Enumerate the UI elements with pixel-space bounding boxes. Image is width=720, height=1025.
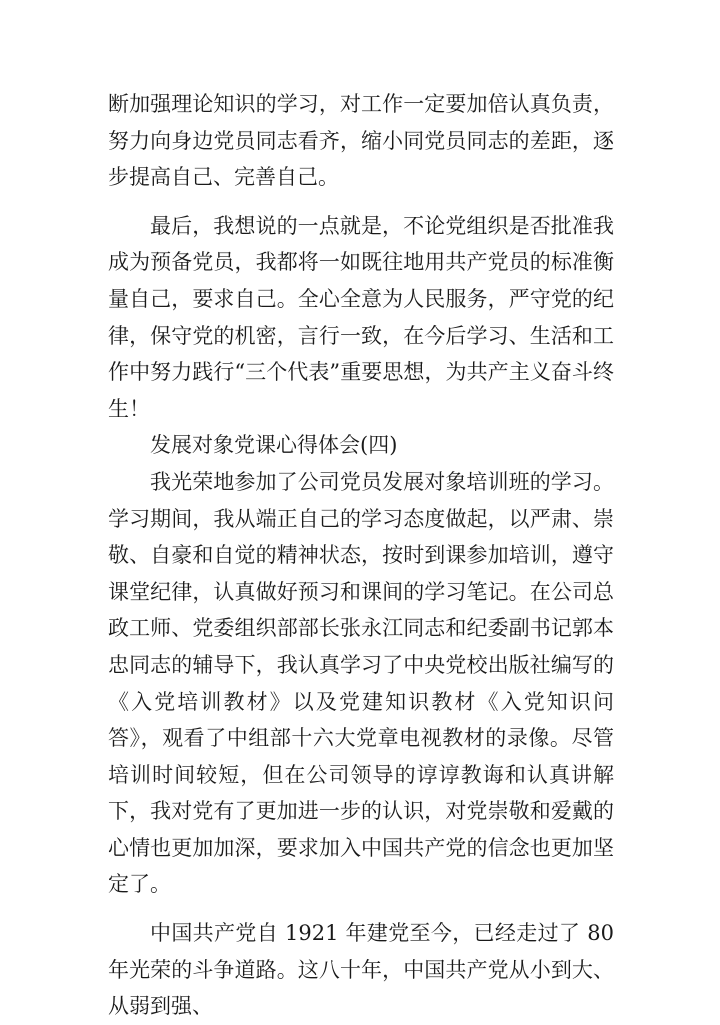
document-body [108,86,614,1025]
paragraph-training: 我光荣地参加了公司党员发展对象培训班的学习。学习期间，我从端正自己的学习态度做起，以严肃、崇敬、自豪和自觉的精神状态，按时到课参加培训，遵守课堂纪律，认真做好预习和课间的学习笔记。在公司总政工师、党委组织部部长张永江同志和纪委副书记郭本忠同志的辅导下，我认真学习了中央党校出版社编写的《入党培训教材》以及党建知识教材《入党知识问答》，观看了中组部十六大党章电视教材的录像。尽管培训时间较短，但在公司领导的谆谆教诲和认真讲解下，我对党有了更加进一步的认识，对党崇敬和爱戴的心情也更加加深，要求加入中国共产党的信念也更加坚定了。 [108,469,614,897]
section-heading: 发展对象党课心得体会(四) [150,433,398,458]
paragraph-continuation: 断加强理论知识的学习，对工作一定要加倍认真负责，努力向身边党员同志看齐，缩小同党员同志的差距，逐步提高自己、完善自己。 [108,92,614,190]
paragraph-history: 中国共产党自 1921 年建党至今，已经走过了 80 年光荣的斗争道路。这八十年，中国共产党从小到大、从弱到强、 [108,921,614,1019]
paragraph-conclusion: 最后，我想说的一点就是，不论党组织是否批准我成为预备党员，我都将一如既往地用共产党员的标准衡量自己，要求自己。全心全意为人民服务，严守党的纪律，保守党的机密，言行一致，在今后学习、生活和工作中努力践行“三个代表”重要思想，为共产主义奋斗终生！ [108,213,614,421]
